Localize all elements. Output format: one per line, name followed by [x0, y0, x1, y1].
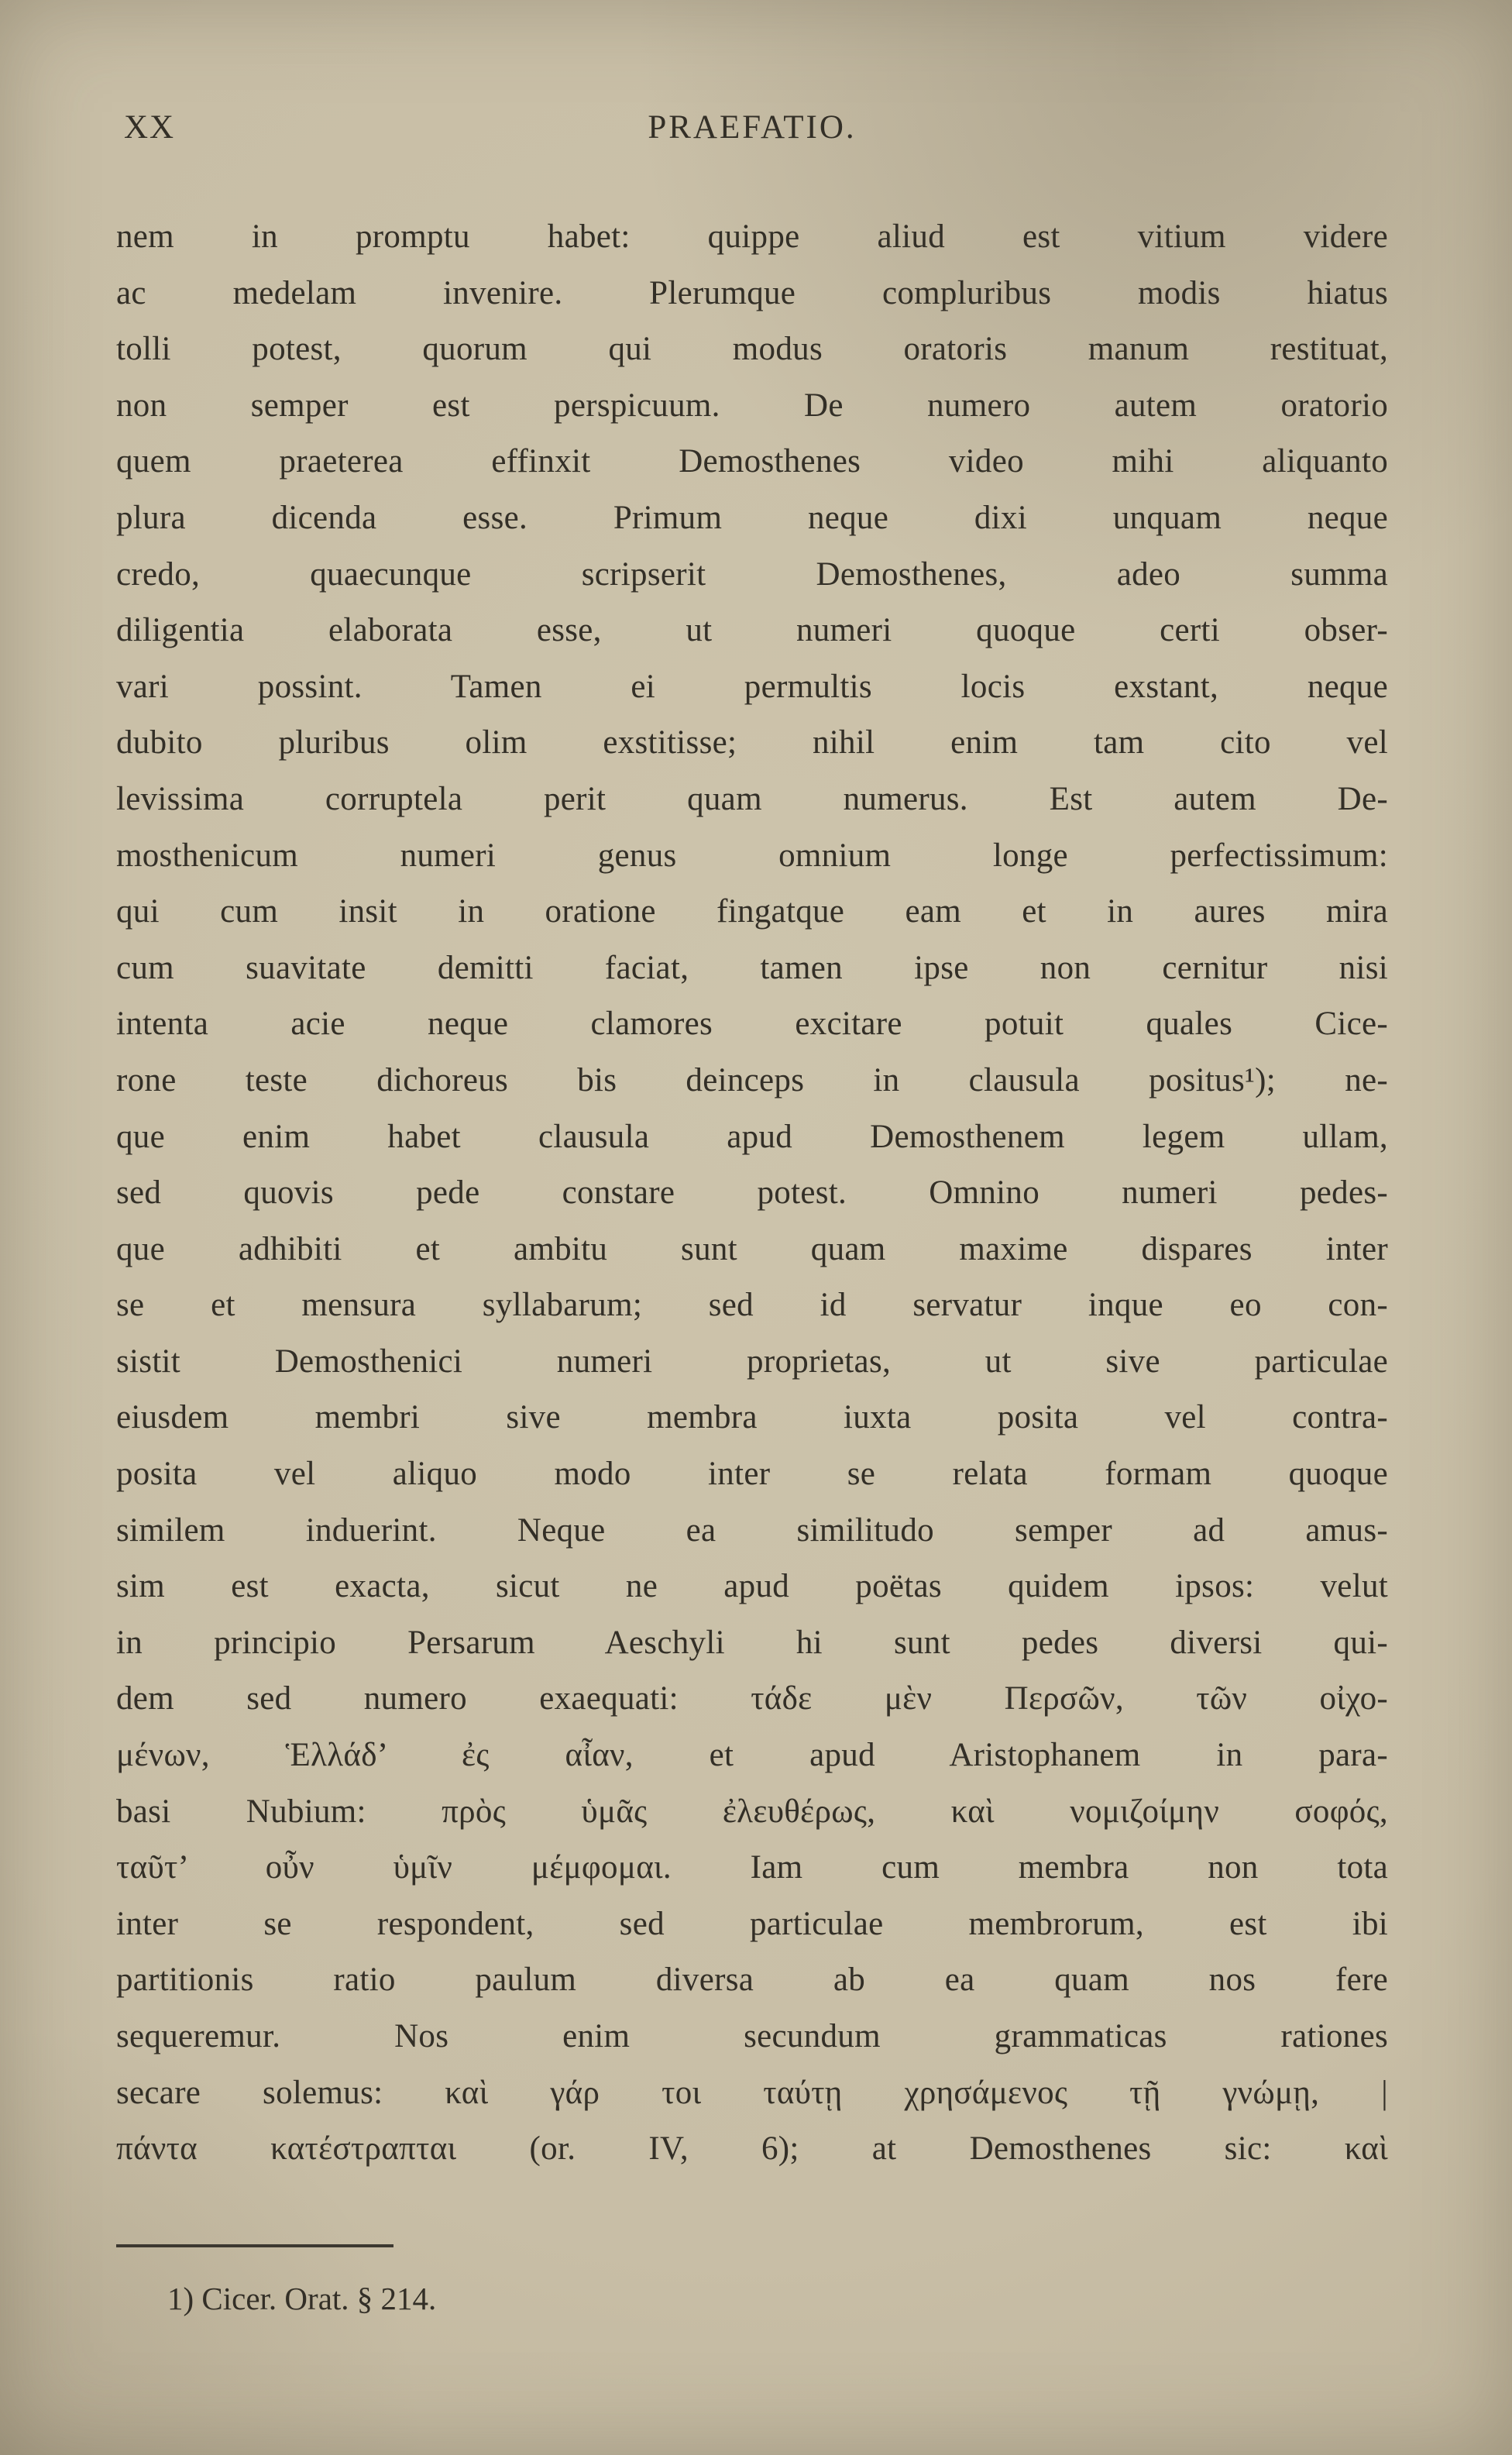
footnote-area — [116, 2244, 1388, 2317]
text-line: cum suavitate demitti faciat, tamen ipse non cernitur nisi — [116, 949, 1388, 986]
text-line: ac medelam invenire. Plerumque compluribus modis hiatus — [116, 274, 1388, 311]
text-line: mosthenicum numeri genus omnium longe perfectissimum: — [116, 837, 1388, 874]
footnote-rule — [116, 2244, 393, 2247]
text-line: μένων, Ἑλλάδ’ ἐς αἶαν, et apud Aristophanem in para- — [116, 1737, 1388, 1774]
text-line: se et mensura syllabarum; sed id servatur inque eo con- — [116, 1287, 1388, 1324]
text-line: qui cum insit in oratione fingatque eam et in aures mira — [116, 893, 1388, 930]
text-line: inter se respondent, sed particulae membrorum, est ibi — [116, 1905, 1388, 1942]
footnote-text: 1) Cicer. Orat. § 214. — [167, 2280, 437, 2316]
text-line: quem praeterea effinxit Demosthenes video mihi aliquanto — [116, 443, 1388, 480]
text-line: diligentia elaborata esse, ut numeri quoque certi obser- — [116, 612, 1388, 649]
text-line: πάντα κατέστραπται (or. IV, 6); at Demosthenes sic: καὶ — [116, 2130, 1388, 2168]
text-line: sistit Demosthenici numeri proprietas, ut sive particulae — [116, 1343, 1388, 1380]
text-line: que enim habet clausula apud Demosthenem legem ullam, — [116, 1118, 1388, 1155]
text-line: vari possint. Tamen ei permultis locis exstant, neque — [116, 668, 1388, 705]
text-line: sim est exacta, sicut ne apud poëtas quidem ipsos: velut — [116, 1568, 1388, 1605]
text-line: basi Nubium: πρὸς ὑμᾶς ἐλευθέρως, καὶ νομιζοίμην σοφός, — [116, 1793, 1388, 1830]
text-line: sed quovis pede constare potest. Omnino numeri pedes- — [116, 1174, 1388, 1212]
text-line: sequeremur. Nos enim secundum grammaticas rationes — [116, 2018, 1388, 2054]
text-line: secare solemus: καὶ γάρ τοι ταύτῃ χρησάμενος τῇ γνώμῃ, | — [116, 2074, 1388, 2111]
text-line: dubito pluribus olim exstitisse; nihil enim tam cito vel — [116, 724, 1388, 762]
text-line: credo, quaecunque scripserit Demosthenes, adeo summa — [116, 555, 1388, 593]
text-line: partitionis ratio paulum diversa ab ea quam nos fere — [116, 1962, 1388, 1999]
text-line: intenta acie neque clamores excitare potuit quales Cice- — [116, 1006, 1388, 1043]
text-line: plura dicenda esse. Primum neque dixi unquam neque — [116, 499, 1388, 536]
text-line: eiusdem membri sive membra iuxta posita vel contra- — [116, 1399, 1388, 1436]
text-line: tolli potest, quorum qui modus oratoris manum restituat, — [116, 331, 1388, 368]
text-line: rone teste dichoreus bis deinceps in clausula positus¹); ne- — [116, 1061, 1388, 1099]
text-line: nem in promptu habet: quippe aliud est vitium videre — [116, 218, 1388, 255]
text-line: que adhibiti et ambitu sunt quam maxime dispares inter — [116, 1230, 1388, 1267]
text-line: posita vel aliquo modo inter se relata formam quoque — [116, 1456, 1388, 1493]
body-text-block — [116, 209, 1388, 2178]
page-number: XX — [124, 109, 176, 146]
text-line: dem sed numero exaequati: τάδε μὲν Περσῶν, τῶν οἰχο- — [116, 1680, 1388, 1717]
text-line: levissima corruptela perit quam numerus. Est autem De- — [116, 780, 1388, 817]
text-line: similem induerint. Neque ea similitudo semper ad amus- — [116, 1511, 1388, 1549]
text-line: ταῦτ’ οὖν ὑμῖν μέμφομαι. Iam cum membra non tota — [116, 1849, 1388, 1886]
text-line: in principio Persarum Aeschyli hi sunt pedes diversi qui- — [116, 1624, 1388, 1661]
page-title: PRAEFATIO. — [648, 109, 857, 146]
page-header — [116, 108, 1388, 156]
text-line: non semper est perspicuum. De numero autem oratorio — [116, 387, 1388, 424]
